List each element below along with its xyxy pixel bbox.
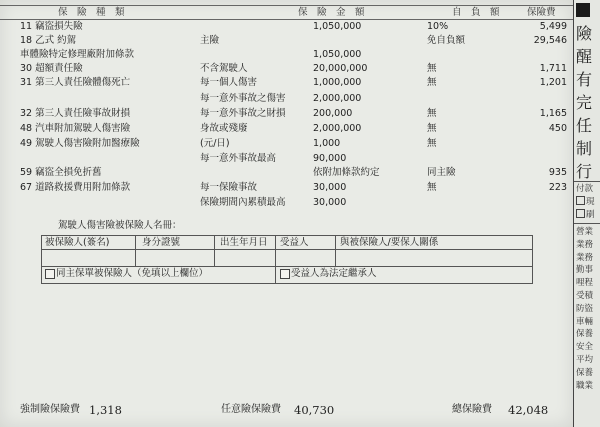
side-detail-line: 勤事 [576, 265, 594, 276]
coverage-detail: 身故或殘廢 [200, 123, 248, 134]
side-detail-line: 營業 [576, 227, 594, 237]
total-value: 42,048 [508, 403, 549, 417]
coverage-name: 32 第三人責任險事故財損 [20, 108, 131, 119]
table-row [0, 20, 573, 34]
side-detail-line: 車輛 [576, 316, 594, 327]
side-panel [573, 0, 600, 427]
voluntary-label: 任意險保險費 [221, 404, 281, 415]
table-row [0, 62, 573, 76]
coverage-detail: 每一意外事故之財損 [200, 108, 286, 119]
deductible: 無 [427, 182, 437, 193]
coverage-detail: (元/日) [200, 138, 230, 149]
coverage-name: 59 竊盜全損免折舊 [20, 167, 102, 178]
premium: 223 [548, 182, 567, 193]
premium: 1,201 [539, 77, 567, 88]
deductible: 無 [427, 108, 437, 119]
table-row [0, 48, 573, 62]
notice-char: 險 [576, 24, 593, 43]
header-premium: 保險費 [527, 7, 556, 18]
side-detail-line: 業務 [576, 239, 594, 250]
payment-section [576, 183, 595, 221]
totals-row [0, 402, 573, 418]
coverage-name: 49 駕駛人傷害險附加醫療險 [20, 138, 140, 149]
header-amount: 保 險 金 額 [298, 7, 365, 18]
premium: 1,711 [539, 63, 567, 74]
payment-label: 付款 [576, 184, 594, 194]
side-detail-line: 保養 [576, 329, 594, 340]
side-detail-line: 業務 [576, 252, 594, 263]
insured-amount: 1,000 [313, 138, 341, 149]
insured-amount: 20,000,000 [313, 63, 368, 74]
table-row [0, 196, 573, 210]
premium: 5,499 [539, 21, 567, 32]
coverage-detail: 每一意外事故之傷害 [200, 93, 286, 104]
side-detail-line: 職業 [576, 380, 594, 391]
col-birth: 出生年月日 [220, 237, 268, 248]
col-beneficiary: 受益人 [280, 237, 309, 248]
compulsory-value: 1,318 [89, 403, 122, 417]
table-row [0, 107, 573, 121]
premium: 1,165 [539, 108, 567, 119]
coverage-name: 車體險特定修理廠附加條款 [20, 49, 135, 60]
marker-box [576, 3, 590, 17]
header-item: 保 險 種 類 [58, 7, 125, 18]
coverage-detail: 每一意外事故最高 [200, 153, 277, 164]
table-row [0, 92, 573, 106]
deductible: 無 [427, 63, 437, 74]
insured-amount: 30,000 [313, 182, 347, 193]
notice-char: 有 [576, 70, 593, 89]
coverage-detail: 保險期間內累積最高 [200, 197, 286, 208]
premium: 29,546 [533, 35, 567, 46]
table-row [0, 152, 573, 166]
insured-amount: 2,000,000 [313, 93, 362, 104]
coverage-detail: 不含駕駛人 [200, 63, 248, 74]
notice-char: 任 [576, 116, 593, 135]
notice-char: 完 [576, 93, 593, 112]
col-id: 身分證號 [142, 237, 181, 248]
payment-opt1: 現 [586, 196, 595, 207]
insured-amount: 200,000 [313, 108, 353, 119]
side-detail-line: 保養 [576, 367, 594, 378]
coverage-name: 67 道路救援費用附加條款 [20, 182, 131, 193]
voluntary-value: 40,730 [294, 403, 335, 417]
compulsory-label: 強制險保險費 [20, 404, 80, 415]
insured-amount: 1,050,000 [313, 21, 362, 32]
coverage-detail: 每一保險事故 [200, 182, 258, 193]
insured-amount: 2,000,000 [313, 123, 362, 134]
premium: 935 [548, 167, 567, 178]
side-detail-line: 平均 [576, 354, 594, 365]
same-as-policyholder-label: 同主保單被保險人（免填以上欄位） [56, 268, 209, 279]
coverage-detail: 主險 [200, 35, 220, 46]
col-relation: 與被保險人/要保人關係 [340, 237, 439, 248]
insured-amount: 30,000 [313, 197, 347, 208]
table-row [0, 76, 573, 90]
insured-roster-label: 駕駛人傷害險被保險人名冊： [58, 220, 182, 231]
header-deductible: 自 負 額 [452, 7, 500, 18]
table-row [0, 137, 573, 151]
payment-cash-checkbox[interactable] [576, 196, 585, 205]
deductible: 無 [427, 123, 437, 134]
coverage-name: 30 超額責任險 [20, 63, 83, 74]
payment-card-checkbox[interactable] [576, 209, 585, 218]
col-insured: 被保險人(簽名) [45, 237, 110, 248]
coverage-name: 48 汽車附加駕駛人傷害險 [20, 123, 131, 134]
coverage-name: 11 竊盜損失險 [20, 21, 83, 32]
deductible: 無 [427, 138, 437, 149]
deductible: 無 [427, 77, 437, 88]
legal-heir-checkbox[interactable] [280, 269, 290, 279]
side-detail-line: 受積 [576, 290, 594, 301]
total-label: 總保險費 [452, 404, 492, 415]
insured-roster-table [41, 235, 533, 284]
insured-amount: 依附加條款約定 [313, 167, 380, 178]
insured-amount: 1,000,000 [313, 77, 362, 88]
side-detail-line: 哩程 [576, 278, 594, 289]
table-row [0, 166, 573, 180]
table-row [0, 122, 573, 136]
side-details [576, 226, 593, 392]
side-detail-line: 安全 [576, 342, 594, 353]
side-detail-line: 防盜 [576, 303, 594, 314]
insured-amount: 1,050,000 [313, 49, 362, 60]
payment-opt2: 刷 [586, 209, 595, 220]
coverage-name: 18 乙式 約駕 [20, 35, 77, 46]
premium: 450 [548, 123, 567, 134]
deductible: 免自負額 [427, 35, 466, 46]
same-as-policyholder-checkbox[interactable] [45, 269, 55, 279]
coverage-detail: 每一個人傷害 [200, 77, 258, 88]
insured-amount: 90,000 [313, 153, 347, 164]
deductible: 10% [427, 21, 449, 32]
coverage-name: 31 第三人責任險體傷死亡 [20, 77, 131, 88]
notice-char: 醒 [576, 47, 593, 66]
notice-text [576, 22, 600, 183]
notice-char: 行 [576, 162, 593, 181]
notice-char: 制 [576, 139, 593, 158]
table-row [0, 34, 573, 48]
legal-heir-label: 受益人為法定繼承人 [291, 268, 377, 279]
table-row [0, 181, 573, 195]
deductible: 同主險 [427, 167, 456, 178]
table-header [0, 5, 573, 20]
